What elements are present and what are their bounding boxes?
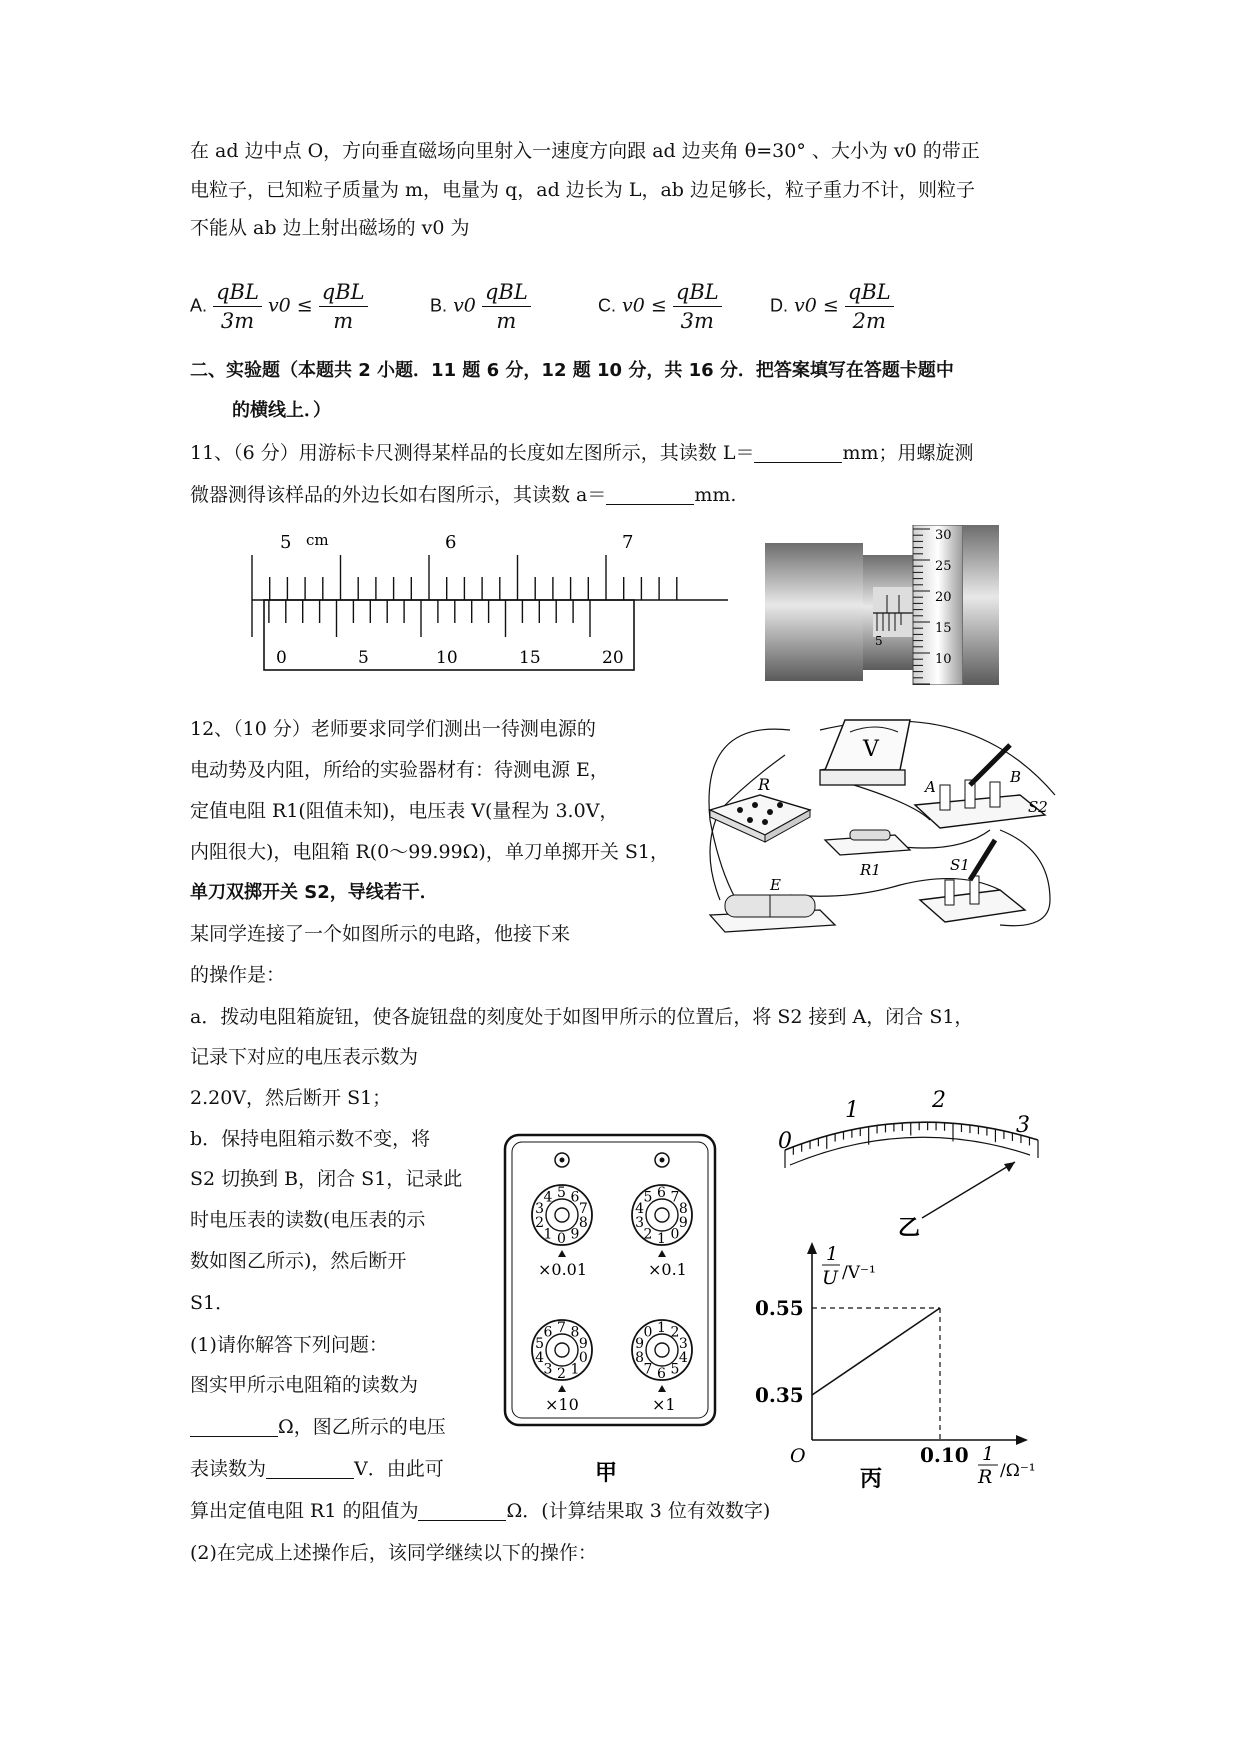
dial-digit: 8 — [678, 1200, 688, 1217]
thimble-label-30: 30 — [935, 528, 952, 543]
part1-line3: 表读数为 V．由此可 — [190, 1458, 444, 1480]
dial-digit: 8 — [570, 1324, 580, 1341]
step-b-line5: S1． — [190, 1292, 235, 1314]
q11-line2: 微器测得该样品的外边长如右图所示，其读数 a＝ mm. — [190, 484, 737, 506]
dial-digit: 6 — [570, 1189, 580, 1206]
resistance-box-figure — [500, 1130, 740, 1490]
dial-digit: 8 — [578, 1215, 588, 1232]
caliper-main-label-5: 5 — [280, 532, 292, 553]
vernier-label-10: 10 — [436, 648, 458, 668]
dial-digit: 2 — [557, 1366, 566, 1382]
dial-digit: 6 — [657, 1366, 666, 1382]
micrometer-sleeve-label: 5 — [875, 634, 883, 648]
graph-figure — [750, 1240, 1070, 1490]
thimble-label-15: 15 — [935, 621, 952, 636]
dial-digit: 8 — [635, 1350, 645, 1367]
circuit-label-S1: S1 — [950, 856, 970, 874]
dial-digit: 0 — [557, 1231, 566, 1247]
x-axis-label-den: R — [978, 1466, 993, 1488]
x-axis-label-num: 1 — [982, 1443, 995, 1465]
volt-label-0: 0 — [778, 1129, 792, 1154]
graph-line — [812, 1308, 940, 1395]
step-a-line3: 2.20V，然后断开 S1； — [190, 1087, 392, 1109]
answer-blank-resistance[interactable] — [190, 1416, 278, 1437]
circuit-label-B: B — [1010, 768, 1022, 786]
circuit-label-R1: R1 — [860, 861, 881, 879]
vernier-label-20: 20 — [602, 648, 624, 668]
voltmeter-label: V — [863, 737, 879, 762]
dial-digit: 5 — [670, 1361, 680, 1378]
step-b-line1: b．保持电阻箱示数不变，将 — [190, 1128, 431, 1150]
q10-line3: 不能从 ab 边上射出磁场的 v0 为 — [190, 217, 470, 239]
graph-origin: O — [790, 1445, 806, 1467]
dial-digit: 6 — [543, 1324, 553, 1341]
dial-multiplier-10: ×10 — [545, 1395, 579, 1414]
step-a-line2: 记录下对应的电压表示数为 — [190, 1046, 419, 1068]
dial-digit: 4 — [535, 1350, 545, 1367]
y-tick-055: 0.55 — [755, 1296, 804, 1320]
dial-digit: 7 — [643, 1361, 653, 1378]
dial-multiplier-1: ×1 — [652, 1395, 676, 1414]
dial-digit: 2 — [535, 1215, 545, 1232]
dial-digit: 5 — [643, 1189, 653, 1206]
vernier-label-0: 0 — [276, 648, 287, 668]
q12-line1: 12、（10 分）老师要求同学们测出一待测电源的 — [190, 718, 596, 740]
dial-digit: 1 — [570, 1361, 580, 1378]
vernier-label-5: 5 — [358, 648, 369, 668]
dial-digit: 7 — [557, 1320, 566, 1336]
q10-line2: 电粒子，已知粒子质量为 m，电量为 q，ad 边长为 L，ab 边足够长，粒子重力不计，则粒子 — [190, 179, 975, 201]
dial-digit: 2 — [643, 1226, 653, 1243]
step-b-line4: 数如图乙所示)，然后断开 — [190, 1250, 407, 1272]
dial-digit: 2 — [670, 1324, 680, 1341]
dial-digit: 3 — [635, 1215, 645, 1232]
dial-digit: 7 — [578, 1200, 588, 1217]
step-b-line2: S2 切换到 B，闭合 S1，记录此 — [190, 1168, 463, 1190]
part1-line4: 算出定值电阻 R1 的阻值为 Ω．(计算结果取 3 位有效数字) — [190, 1500, 771, 1522]
dial-digit: 1 — [657, 1320, 666, 1336]
dial-digit: 6 — [657, 1185, 666, 1201]
q12-line4: 内阻很大)，电阻箱 R(0～99.99Ω)，单刀单掷开关 S1， — [190, 841, 669, 863]
q12-line7: 的操作是： — [190, 964, 286, 986]
part1-line1: 图实甲所示电阻箱的读数为 — [190, 1374, 419, 1396]
dial-digit: 4 — [543, 1189, 553, 1206]
y-axis-unit: /V⁻¹ — [842, 1263, 876, 1283]
caption-jia: 甲 — [595, 1460, 618, 1486]
volt-label-1: 1 — [845, 1098, 859, 1123]
option-a[interactable]: A. $\frac{\text{qBL}}{3m}$ v0 ≤ $\frac{\text{qBL}}{m}$ — [190, 278, 368, 335]
part1-title: (1)请你解答下列问题： — [190, 1334, 388, 1356]
dial-multiplier-01: ×0.1 — [648, 1260, 687, 1279]
dial-digit: 9 — [578, 1335, 588, 1352]
circuit-label-R: R — [758, 775, 771, 794]
q12-line2: 电动势及内阻，所给的实验器材有：待测电源 E， — [190, 759, 609, 781]
dial-digit: 9 — [570, 1226, 580, 1243]
answer-blank-r1[interactable] — [418, 1500, 506, 1521]
dial-digit: 7 — [670, 1189, 680, 1206]
volt-label-3: 3 — [1016, 1113, 1030, 1138]
dial-digit: 0 — [670, 1226, 680, 1243]
q12-line3: 定值电阻 R1(阻值未知)，电压表 V(量程为 3.0V， — [190, 800, 619, 822]
caliper-unit: cm — [306, 531, 329, 549]
answer-blank-voltage[interactable] — [266, 1458, 354, 1479]
q11-line1: 11、（6 分）用游标卡尺测得某样品的长度如左图所示，其读数 L＝ mm；用螺旋测 — [190, 442, 974, 464]
q12-line5: 单刀双掷开关 S2，导线若干． — [190, 882, 438, 903]
x-axis-unit: /Ω⁻¹ — [1000, 1461, 1036, 1481]
q10-line1: 在 ad 边中点 O，方向垂直磁场向里射入一速度方向跟 ad 边夹角 θ=30° 、大小为 v0 的带正 — [190, 140, 980, 162]
thimble-label-10: 10 — [935, 652, 952, 667]
dial-digit: 3 — [543, 1361, 553, 1378]
circuit-figure — [670, 700, 1070, 950]
thimble-label-25: 25 — [935, 559, 952, 574]
dial-digit: 1 — [543, 1226, 553, 1243]
option-b[interactable]: B. v0 $\frac{\text{qBL}}{m}$ — [430, 278, 531, 335]
part1-line2: Ω，图乙所示的电压 — [190, 1413, 446, 1441]
dial-digit: 0 — [578, 1350, 588, 1367]
y-axis-label-num: 1 — [826, 1243, 839, 1265]
dial-digit: 1 — [657, 1231, 666, 1247]
dial-digit: 9 — [635, 1335, 645, 1352]
option-c[interactable]: C. v0 ≤ $\frac{\text{qBL}}{3m}$ — [598, 278, 722, 335]
dial-digit: 4 — [678, 1350, 688, 1367]
dial-digit: 3 — [678, 1335, 688, 1352]
answer-blank-L[interactable] — [754, 442, 842, 463]
circuit-label-E: E — [770, 876, 781, 894]
dial-digit: 4 — [635, 1200, 645, 1217]
dial-digit: 0 — [643, 1324, 653, 1341]
section-heading-2: 的横线上．） — [232, 400, 331, 421]
caption-yi: 乙 — [898, 1215, 921, 1240]
thimble-label-20: 20 — [935, 590, 952, 605]
circuit-label-S2: S2 — [1028, 798, 1048, 816]
step-b-line3: 时电压表的读数(电压表的示 — [190, 1209, 426, 1231]
answer-blank-a[interactable] — [606, 484, 694, 505]
caliper-main-label-6: 6 — [445, 532, 457, 553]
section-heading-1: 二、实验题（本题共 2 小题．11 题 6 分，12 题 10 分，共 16 分．把答案填写在答题卡题中 — [190, 360, 954, 381]
dial-digit: 9 — [678, 1215, 688, 1232]
dial-digit: 3 — [535, 1200, 545, 1217]
voltmeter-scale-figure — [760, 1060, 1060, 1240]
option-d[interactable]: D. v0 ≤ $\frac{\text{qBL}}{2m}$ — [770, 278, 894, 335]
y-axis-label-den: U — [822, 1267, 839, 1289]
dial-digit: 5 — [535, 1335, 545, 1352]
dial-digit: 5 — [557, 1185, 566, 1201]
circuit-label-A: A — [925, 778, 936, 796]
y-tick-035: 0.35 — [755, 1383, 804, 1407]
part2-title: (2)在完成上述操作后，该同学继续以下的操作： — [190, 1542, 597, 1564]
q12-line6: 某同学连接了一个如图所示的电路，他接下来 — [190, 923, 571, 945]
caption-bing: 丙 — [860, 1466, 883, 1490]
caliper-main-label-7: 7 — [622, 532, 634, 553]
vernier-caliper-figure — [240, 525, 740, 685]
vernier-label-15: 15 — [519, 648, 541, 668]
step-a-line1: a．拨动电阻箱旋钮，使各旋钮盘的刻度处于如图甲所示的位置后，将 S2 接到 A，闭合 S1， — [190, 1006, 974, 1028]
micrometer-figure — [765, 525, 1005, 685]
x-tick-010: 0.10 — [920, 1443, 969, 1467]
volt-label-2: 2 — [932, 1088, 946, 1113]
dial-multiplier-001: ×0.01 — [538, 1260, 588, 1279]
